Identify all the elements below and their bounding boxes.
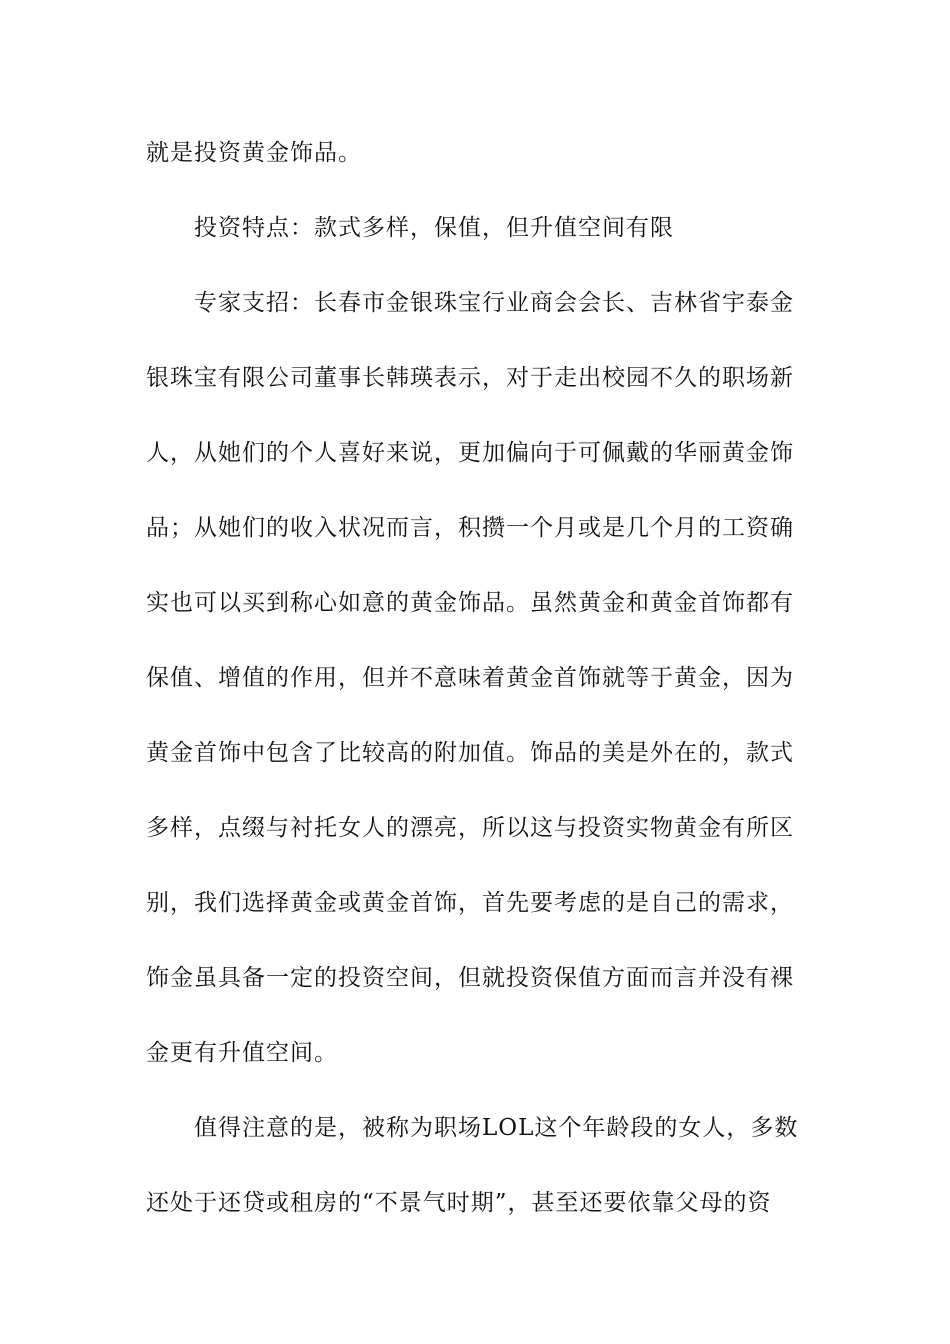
text-line: 就是投资黄金饰品。 bbox=[146, 140, 362, 166]
text-line: 多样，点缀与衬托女人的漂亮，所以这与投资实物黄金有所区 bbox=[146, 815, 794, 841]
text-line: 银珠宝有限公司董事长韩瑛表示，对于走出校园不久的职场新 bbox=[146, 365, 794, 391]
text-line: 金更有升值空间。 bbox=[146, 1040, 338, 1066]
text-line: 别，我们选择黄金或黄金首饰，首先要考虑的是自己的需求， bbox=[146, 890, 794, 916]
text-line: 保值、增值的作用，但并不意味着黄金首饰就等于黄金，因为 bbox=[146, 665, 794, 691]
text-line: 品；从她们的收入状况而言，积攒一个月或是几个月的工资确 bbox=[146, 515, 794, 541]
text-line: 黄金首饰中包含了比较高的附加值。饰品的美是外在的，款式 bbox=[146, 740, 794, 766]
text-line: 实也可以买到称心如意的黄金饰品。虽然黄金和黄金首饰都有 bbox=[146, 590, 794, 616]
text-line: 人，从她们的个人喜好来说，更加偏向于可佩戴的华丽黄金饰 bbox=[146, 440, 794, 466]
text-line: 专家支招：长春市金银珠宝行业商会会长、吉林省宇泰金 bbox=[194, 290, 794, 316]
text-line: 值得注意的是，被称为职场LOL这个年龄段的女人，多数 bbox=[194, 1115, 799, 1141]
text-line: 还处于还贷或租房的“不景气时期”，甚至还要依靠父母的资 bbox=[146, 1190, 772, 1216]
text-line: 饰金虽具备一定的投资空间，但就投资保值方面而言并没有裸 bbox=[146, 965, 794, 991]
paragraph-heading: 投资特点：款式多样，保值，但升值空间有限 bbox=[194, 215, 674, 241]
